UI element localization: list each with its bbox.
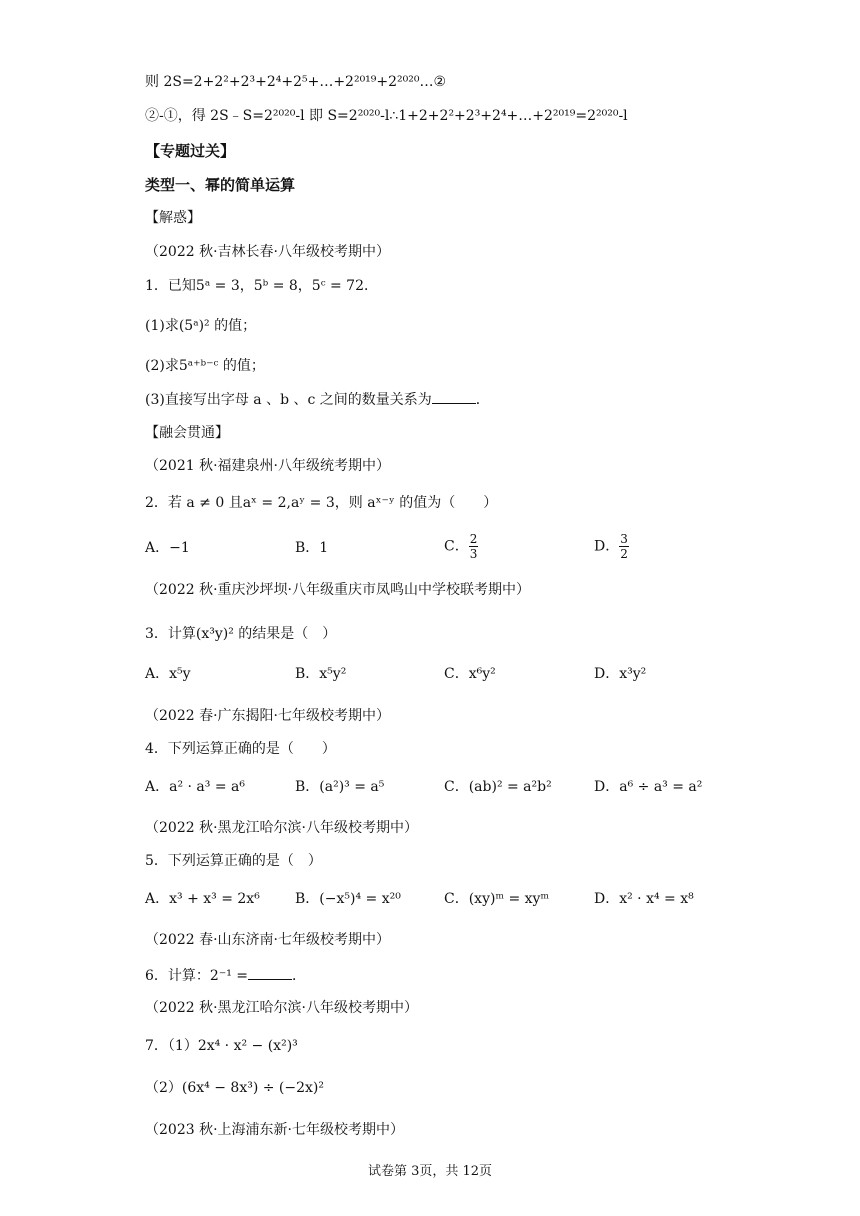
source-q7: （2022 秋·黑龙江哈尔滨·八年级校考期中）	[145, 1000, 418, 1016]
page-footer: 试卷第 3页，共 12页	[367, 1164, 493, 1179]
q2-option-d[interactable]	[594, 532, 629, 561]
answer-blank[interactable]	[432, 389, 476, 404]
source-q6: （2022 春·山东济南·七年级校考期中）	[145, 932, 390, 948]
q2-option-c[interactable]	[444, 532, 478, 561]
question-1-part-3-end: ．	[475, 392, 490, 408]
series-result-line: ②-①，得 2S﹣S=2²⁰²⁰-l 即 S=2²⁰²⁰-l∴1+2+2²+2³+2⁴+…+2²⁰¹⁹=2²⁰²⁰-l	[145, 108, 628, 124]
q5-option-a[interactable]: A．x³ + x³ = 2x⁶	[145, 891, 260, 907]
question-6-end: ．	[292, 968, 306, 984]
q2-option-d-denominator: 2	[620, 547, 628, 561]
question-4: 4．下列运算正确的是（ ）	[145, 741, 336, 757]
q2-option-d-fraction	[619, 532, 629, 561]
q3-option-d[interactable]: D．x³y²	[594, 666, 647, 682]
source-q1: （2022 秋·吉林长春·八年级校考期中）	[145, 244, 390, 260]
question-1-part-2: (2)求5ᵃ⁺ᵇ⁻ᶜ 的值；	[145, 358, 265, 374]
question-7-part-1: 7．（1）2x⁴ · x² − (x²)³	[145, 1038, 298, 1054]
question-1-part-3	[145, 389, 490, 410]
answer-blank-q6[interactable]	[248, 965, 292, 980]
question-6	[145, 965, 306, 986]
q4-option-c[interactable]: C．(ab)² = a²b²	[444, 779, 552, 795]
q2-option-c-fraction	[469, 532, 479, 561]
q2-option-c-label: C．	[444, 538, 469, 555]
q2-option-d-label: D．	[594, 538, 620, 555]
q3-option-a[interactable]: A．x⁵y	[145, 666, 191, 682]
question-1-part-1: (1)求(5ᵃ)² 的值；	[145, 318, 257, 334]
question-7-part-2: （2）(6x⁴ − 8x³) ÷ (−2x)²	[145, 1080, 324, 1096]
series-doubling-line: 则 2S=2+2²+2³+2⁴+2⁵+…+2²⁰¹⁹+2²⁰²⁰…②	[145, 74, 447, 90]
question-3: 3．计算(x³y)² 的结果是（ ）	[145, 626, 337, 642]
q3-option-c[interactable]: C．x⁶y²	[444, 666, 496, 682]
q4-option-b[interactable]: B．(a²)³ = a⁵	[295, 779, 385, 795]
source-q3: （2022 秋·重庆沙坪坝·八年级重庆市凤鸣山中学校联考期中）	[145, 582, 530, 598]
q2-option-c-denominator: 3	[469, 547, 478, 561]
q4-option-d[interactable]: D．a⁶ ÷ a³ = a²	[594, 779, 703, 795]
question-1: 1．已知5ᵃ = 3，5ᵇ = 8，5ᶜ = 72．	[145, 278, 378, 294]
subheading-jiehuo: 【解惑】	[145, 210, 201, 226]
q3-option-b[interactable]: B．x⁵y²	[295, 666, 347, 682]
question-5: 5．下列运算正确的是（ ）	[145, 853, 322, 869]
question-1-part-3-text: (3)直接写出字母 a 、b 、c 之间的数量关系为	[145, 392, 432, 408]
q5-option-c[interactable]: C．(xy)ᵐ = xyᵐ	[444, 891, 550, 907]
q5-option-b[interactable]: B．(−x⁵)⁴ = x²⁰	[295, 891, 401, 907]
question-6-text: 6．计算：2⁻¹ =	[145, 968, 248, 984]
source-q5: （2022 秋·黑龙江哈尔滨·八年级校考期中）	[145, 820, 418, 836]
q4-option-a[interactable]: A．a² · a³ = a⁶	[145, 779, 245, 795]
subheading-ronghui: 【融会贯通】	[145, 425, 229, 441]
source-q8: （2023 秋·上海浦东新·七年级校考期中）	[145, 1122, 404, 1138]
question-2: 2．若 a ≠ 0 且aˣ = 2,aʸ = 3，则 aˣ⁻ʸ 的值为（ ）	[145, 495, 498, 511]
source-q2: （2021 秋·福建泉州·八年级统考期中）	[145, 458, 390, 474]
q2-option-b[interactable]: B．1	[295, 540, 329, 556]
q5-option-d[interactable]: D．x² · x⁴ = x⁸	[594, 891, 694, 907]
section-heading: 【专题过关】	[145, 142, 236, 160]
q2-option-a[interactable]: A．−1	[145, 540, 190, 556]
q2-option-d-numerator: 3	[620, 532, 628, 546]
q2-option-c-numerator: 2	[469, 532, 478, 546]
type-heading: 类型一、幂的简单运算	[145, 176, 296, 194]
source-q4: （2022 春·广东揭阳·七年级校考期中）	[145, 708, 390, 724]
